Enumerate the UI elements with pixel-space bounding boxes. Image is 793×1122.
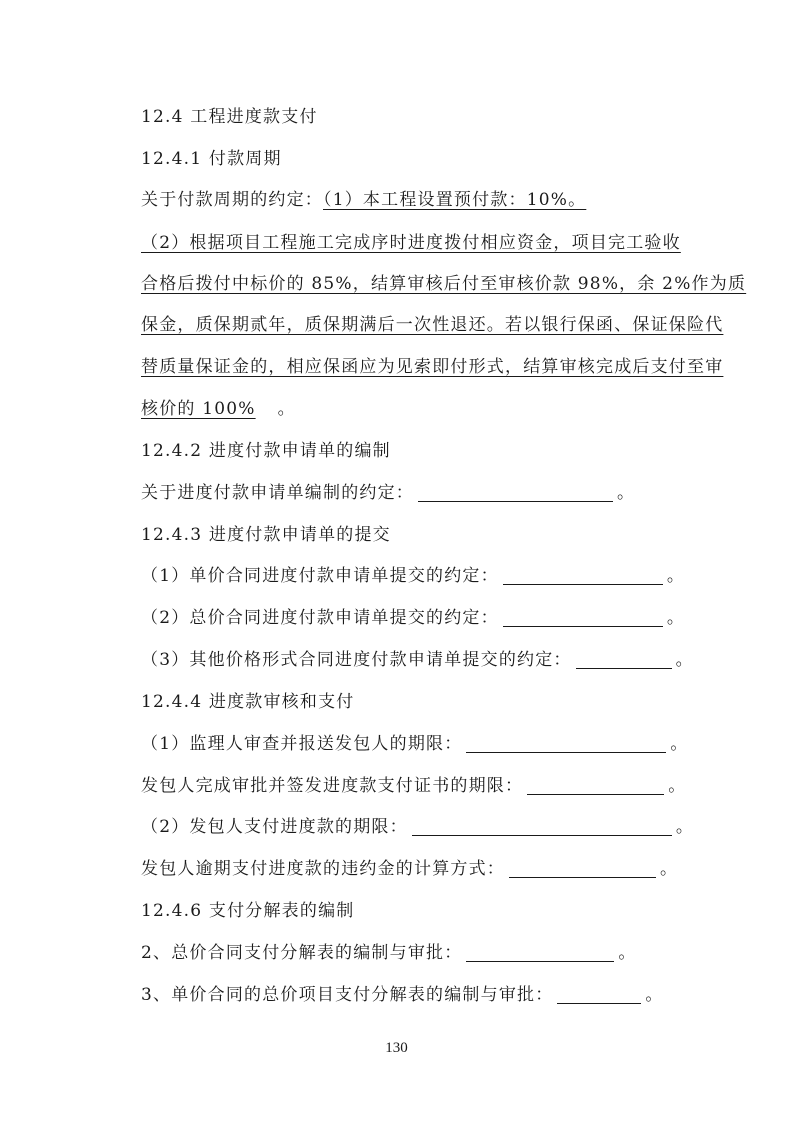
total-price-schedule-blank[interactable] (466, 945, 614, 962)
paragraph-line-4: 替质量保证金的，相应保函应为见索即付形式，结算审核完成后支付至审 (141, 357, 724, 377)
total-price-schedule-line: 2、总价合同支付分解表的编制与审批： 。 (141, 943, 637, 963)
payment-period-value: （1）本工程设置预付款：10%。 (323, 190, 587, 210)
application-form-blank[interactable] (418, 485, 613, 502)
payment-period-label: 关于付款周期的约定： (141, 190, 323, 210)
supervisor-review-blank[interactable] (466, 736, 666, 753)
total-price-submission-blank[interactable] (503, 610, 663, 627)
paragraph-line-3: 保金，质保期贰年，质保期满后一次性退还。若以银行保函、保证保险代 (141, 315, 724, 335)
other-price-submission-blank[interactable] (576, 652, 672, 669)
employer-approval-blank[interactable] (527, 778, 664, 795)
section-heading-12-4-2: 12.4.2 进度付款申请单的编制 (141, 441, 391, 461)
section-heading-12-4-1: 12.4.1 付款周期 (141, 149, 282, 169)
other-price-submission-line: （3）其他价格形式合同进度付款申请单提交的约定： 。 (141, 650, 694, 670)
employer-payment-line: （2）发包人支付进度款的期限： 。 (141, 817, 695, 837)
unit-price-submission-blank[interactable] (503, 568, 663, 585)
payment-period-line (141, 189, 602, 211)
paragraph-line-1: （2）根据项目工程施工完成序时进度拨付相应资金，项目完工验收 (141, 233, 681, 253)
supervisor-review-line: （1）监理人审查并报送发包人的期限： 。 (141, 734, 689, 754)
total-price-submission-line: （2）总价合同进度付款申请单提交的约定： 。 (141, 608, 686, 628)
paragraph-line-2: 合格后拨付中标价的 85%，结算审核后付至审核价款 98%，余 2%作为质 (141, 274, 747, 294)
unit-price-schedule-line: 3、单价合同的总价项目支付分解表的编制与审批： 。 (141, 985, 664, 1005)
employer-approval-line: 发包人完成审批并签发进度款支付证书的期限： 。 (141, 776, 687, 796)
section-heading-12-4-6: 12.4.6 支付分解表的编制 (141, 901, 355, 921)
paragraph-line-5: 核价的 100% 。 (141, 399, 296, 419)
unit-price-schedule-blank[interactable] (557, 987, 641, 1004)
late-payment-penalty-line: 发包人逾期支付进度款的违约金的计算方式： 。 (141, 859, 679, 879)
late-payment-penalty-blank[interactable] (509, 861, 656, 878)
page-number: 130 (385, 1040, 408, 1056)
section-heading-12-4: 12.4 工程进度款支付 (141, 107, 318, 127)
paragraph-line-5-text: 核价的 100% (141, 399, 256, 419)
application-form-line: 关于进度付款申请单编制的约定： 。 (141, 483, 636, 503)
unit-price-submission-line: （1）单价合同进度付款申请单提交的约定： 。 (141, 566, 686, 586)
employer-payment-blank[interactable] (412, 819, 672, 836)
section-heading-12-4-4: 12.4.4 进度款审核和支付 (141, 692, 355, 712)
section-heading-12-4-3: 12.4.3 进度付款申请单的提交 (141, 525, 391, 545)
